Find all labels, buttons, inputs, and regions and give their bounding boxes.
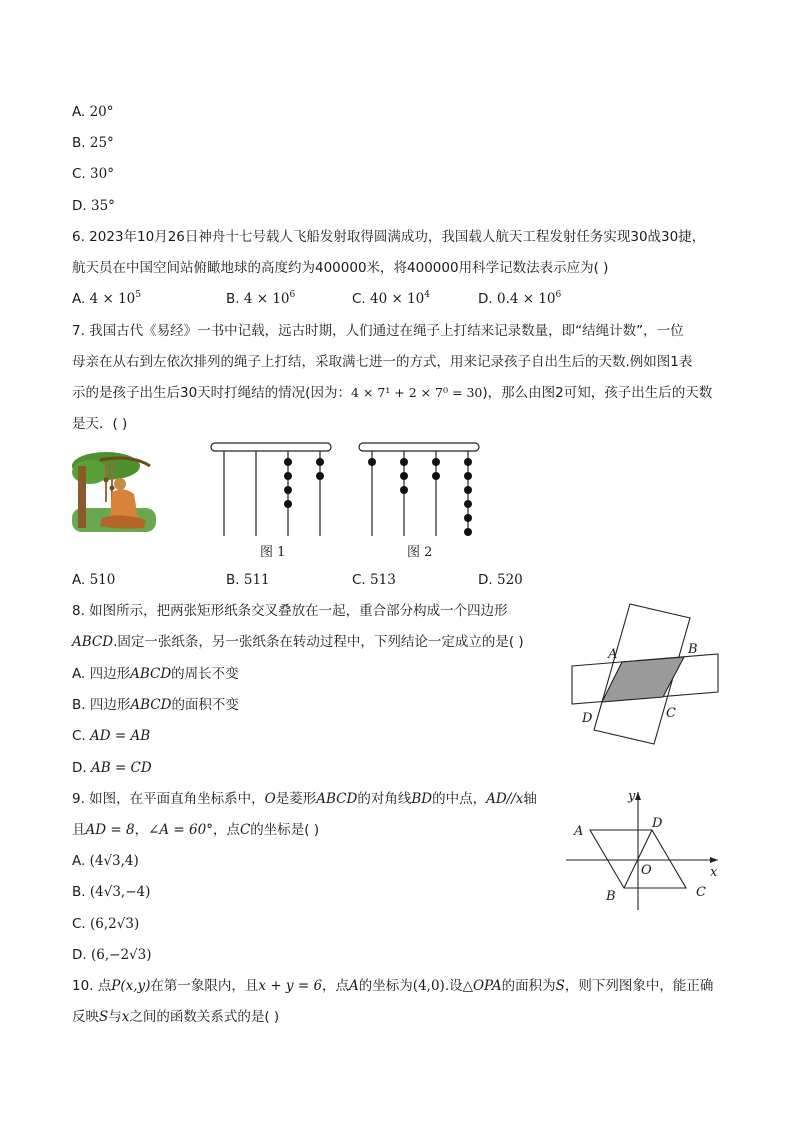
q7-stem-line3: 示的是孩子出生后30天时打绳结的情况(因为：4 × 7¹ + 2 × 7⁰ = 30)，那么由图2可知，孩子出生后的天数 <box>72 385 713 401</box>
q6-stem-line2: 航天员在中国空间站俯瞰地球的高度约为400000米，将400000用科学记数法表示应为( ) <box>72 260 609 276</box>
q6-option-a: A. $4 \times 10^5$ <box>72 290 141 307</box>
q9-label-a: A <box>574 824 584 839</box>
q9-label-d: D <box>652 816 663 831</box>
q7-option-d: D. 520 <box>478 572 523 588</box>
q8-label-a: A <box>608 647 618 662</box>
q5-option-c: C. 30° <box>72 166 114 182</box>
q7-option-b: B. 511 <box>226 572 270 588</box>
q6-option-c: C. $40 \times 10^4$ <box>352 290 431 307</box>
q9-label-y-axis: y <box>628 789 636 804</box>
q7-option-c: C. 513 <box>352 572 396 588</box>
q7-option-a: A. 510 <box>72 572 116 588</box>
q8-crossed-strips-figure <box>560 600 725 750</box>
q8-option-c: C. AD = AB <box>72 728 151 744</box>
q8-stem-line1: 8. 如图所示，把两张矩形纸条交叉叠放在一起，重合部分构成一个四边形 <box>72 603 508 619</box>
q6-option-d: D. $0.4 \times 10^6$ <box>478 290 562 307</box>
q7-stem-line2: 母亲在从右到左依次排列的绳子上打结，采取满七进一的方式，用来记录孩子自出生后的天数.例如图1表 <box>72 354 693 370</box>
q9-option-a: A. (4√3,4) <box>72 853 139 869</box>
q8-option-d: D. AB = CD <box>72 760 152 776</box>
figure-1-knot-ropes <box>208 440 334 540</box>
q5-option-d: D. 35° <box>72 198 115 214</box>
q8-stem-line2: ABCD.固定一张纸条，另一张纸条在转动过程中，下列结论一定成立的是( ) <box>72 634 524 650</box>
q6-stem-line1: 6. 2023年10月26日神舟十七号载人飞船发射取得圆满成功，我国载人航天工程发射任务实现30战30捷， <box>72 229 706 245</box>
q7-stem-line4: 是天．( ) <box>72 416 128 432</box>
q8-option-a: A. 四边形ABCD的周长不变 <box>72 666 239 682</box>
q9-rhombus-coordinate-figure <box>560 786 725 914</box>
knot-tying-illustration <box>72 452 158 534</box>
q10-stem-line2: 反映S与x之间的函数关系式的是( ) <box>72 1009 280 1025</box>
q8-option-b: B. 四边形ABCD的面积不变 <box>72 697 239 713</box>
q9-label-b: B <box>606 889 616 904</box>
q10-stem-line1: 10. 点P(x,y)在第一象限内，且x + y = 6，点A的坐标为(4,0).设△OPA的面积为S，则下列图象中，能正确 <box>72 978 714 994</box>
q9-stem-line1: 9. 如图，在平面直角坐标系中，O是菱形ABCD的对角线BD的中点，AD//x轴 <box>72 791 537 807</box>
q9-label-x-axis: x <box>710 865 718 880</box>
q5-option-b: B. 25° <box>72 135 114 151</box>
q9-label-c: C <box>696 885 706 900</box>
q9-label-o: O <box>641 863 652 878</box>
q7-stem-line1: 7. 我国古代《易经》一书中记载，远古时期，人们通过在绳子上打结来记录数量，即“结绳计数”，一位 <box>72 323 684 339</box>
q8-label-d: D <box>582 711 593 726</box>
q9-stem-line2: 且AD = 8，∠A = 60°，点C的坐标是( ) <box>72 822 320 838</box>
q9-option-b: B. (4√3,−4) <box>72 884 151 900</box>
q6-option-b: B. $4 \times 10^6$ <box>226 290 296 307</box>
q9-option-c: C. (6,2√3) <box>72 916 140 932</box>
q9-option-d: D. (6,−2√3) <box>72 947 152 963</box>
q8-label-c: C <box>666 706 676 721</box>
figure-1-caption: 图 1 <box>260 545 286 560</box>
q8-label-b: B <box>688 642 698 657</box>
figure-2-knot-ropes <box>356 440 482 540</box>
q5-option-a: A. 20° <box>72 104 114 120</box>
figure-2-caption: 图 2 <box>407 545 433 560</box>
